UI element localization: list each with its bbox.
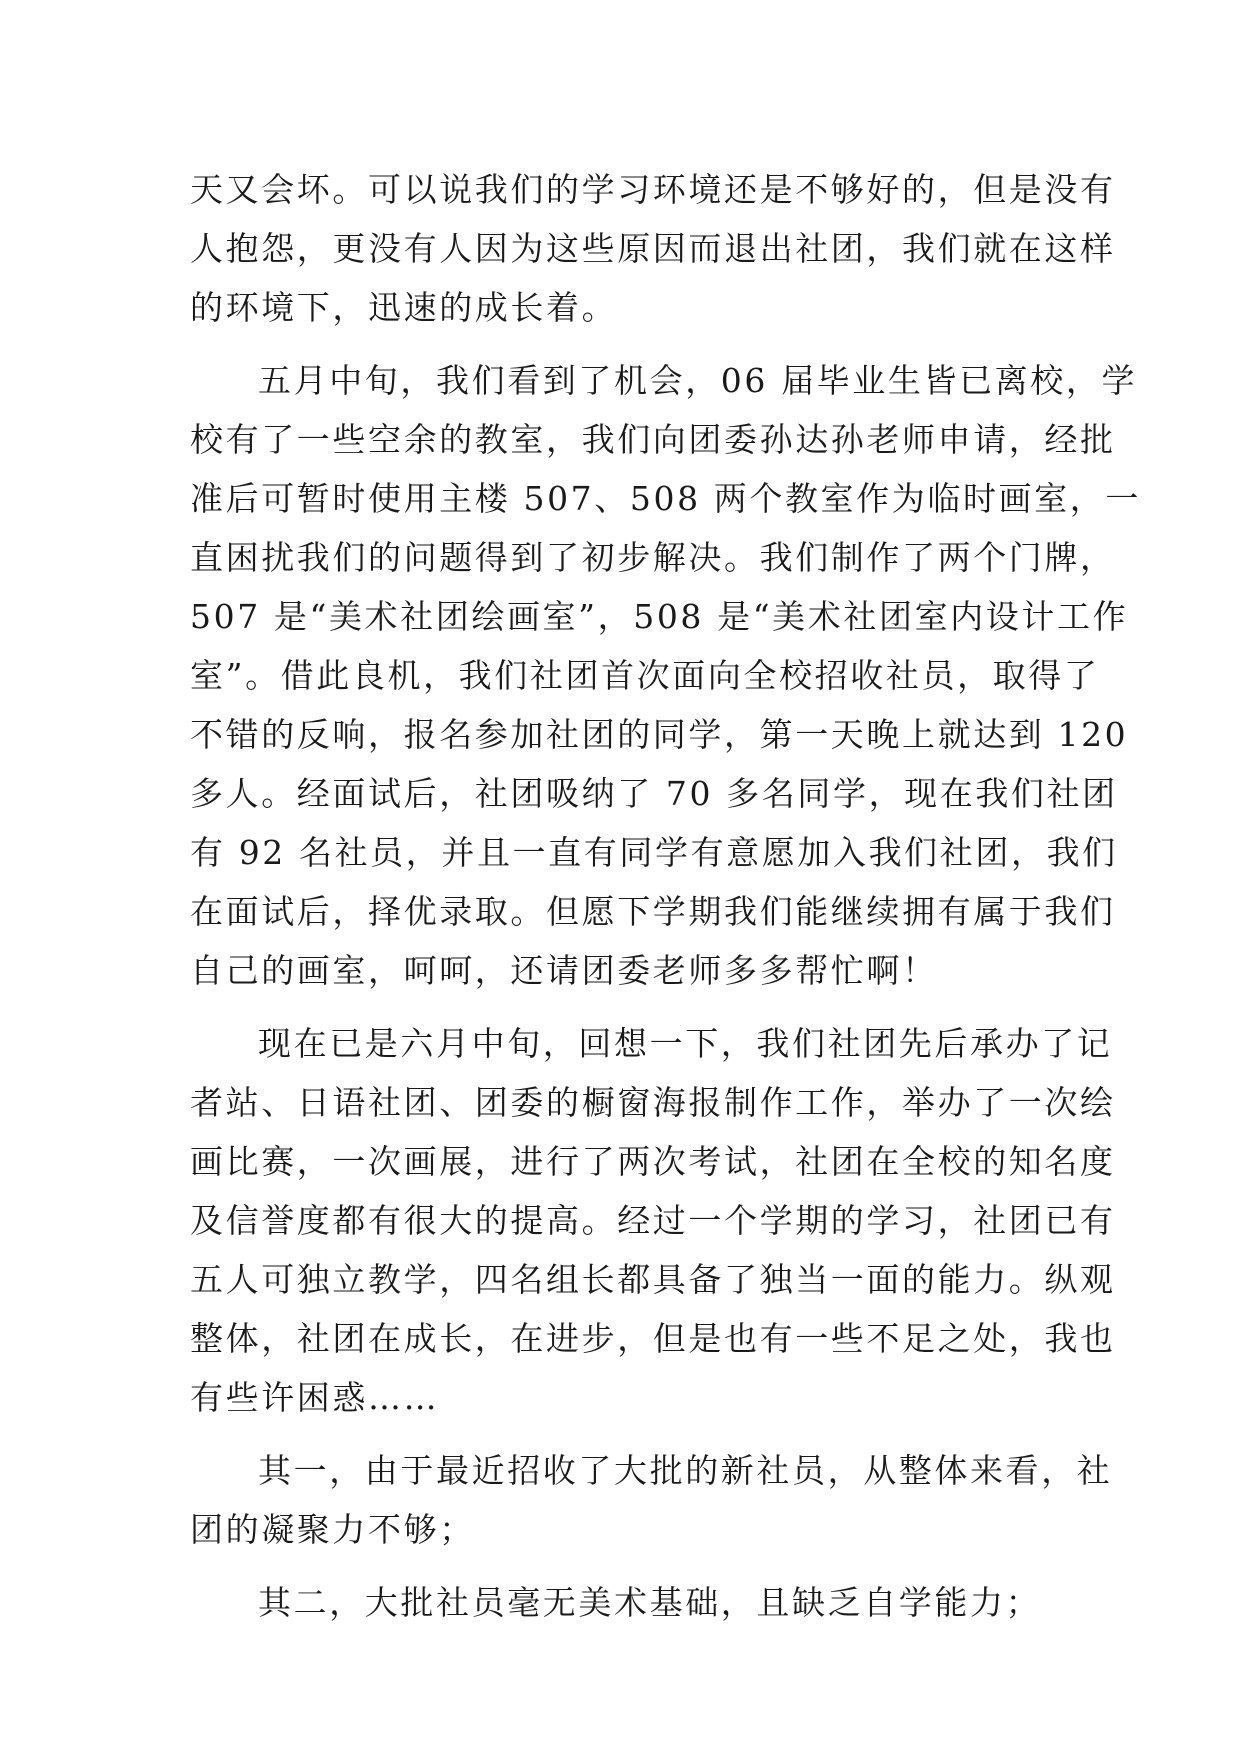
text-line: 现在已是六月中旬，回想一下，我们社团先后承办了记 <box>258 1024 1113 1063</box>
text-line: 校有了一些空余的教室，我们向团委孙达孙老师申请，经批 <box>190 420 1116 459</box>
paragraph-gap <box>190 1427 1050 1441</box>
text-line: 有些许困惑…… <box>190 1378 440 1417</box>
text-line: 直困扰我们的问题得到了初步解决。我们制作了两个门牌， <box>190 538 1116 577</box>
text-line: 507 是“美术社团绘画室”，508 是“美术社团室内设计工作 <box>190 597 1129 636</box>
text-line: 其二，大批社员毫无美术基础，且缺乏自学能力； <box>258 1583 1042 1622</box>
text-line: 多人。经面试后，社团吸纳了 70 多名同学，现在我们社团 <box>190 774 1118 813</box>
text-line: 自己的画室，呵呵，还请团委老师多多帮忙啊！ <box>190 951 938 990</box>
text-line: 画比赛，一次画展，进行了两次考试，社团在全校的知名度 <box>190 1142 1116 1181</box>
text-line: 及信誉度都有很大的提高。经过一个学期的学习，社团已有 <box>190 1201 1116 1240</box>
text-line: 不错的反响，报名参加社团的同学，第一天晚上就达到 120 <box>190 715 1129 754</box>
paragraph <box>190 1014 1116 1427</box>
text-line: 其一，由于最近招收了大批的新社员，从整体来看，社 <box>258 1451 1113 1490</box>
text-line: 者站、日语社团、团委的橱窗海报制作工作，举办了一次绘 <box>190 1083 1116 1122</box>
text-line: 五人可独立教学，四名组长都具备了独当一面的能力。纵观 <box>190 1260 1116 1299</box>
paragraph <box>190 1573 1050 1632</box>
body-text <box>190 160 1141 1632</box>
text-line: 人抱怨，更没有人因为这些原因而退出社团，我们就在这样 <box>190 229 1116 268</box>
text-line: 天又会坏。可以说我们的学习环境还是不够好的，但是没有 <box>190 170 1116 209</box>
text-line: 室”。借此良机，我们社团首次面向全校招收社员，取得了 <box>190 656 1100 695</box>
paragraph <box>190 351 1141 1000</box>
text-line: 五月中旬，我们看到了机会，06 届毕业生皆已离校，学 <box>258 361 1138 400</box>
paragraph-gap <box>190 1559 1050 1573</box>
text-line: 有 92 名社员，并且一直有同学有意愿加入我们社团，我们 <box>190 833 1118 872</box>
text-line: 团的凝聚力不够； <box>190 1510 475 1549</box>
paragraph-gap <box>190 337 1050 351</box>
text-line: 整体，社团在成长，在进步，但是也有一些不足之处，我也 <box>190 1319 1116 1358</box>
text-line: 在面试后，择优录取。但愿下学期我们能继续拥有属于我们 <box>190 892 1116 931</box>
paragraph <box>190 160 1116 337</box>
paragraph-gap <box>190 1000 1050 1014</box>
text-line: 准后可暂时使用主楼 507、508 两个教室作为临时画室，一 <box>190 479 1141 518</box>
text-line: 的环境下，迅速的成长着。 <box>190 288 618 327</box>
paragraph <box>190 1441 1113 1559</box>
